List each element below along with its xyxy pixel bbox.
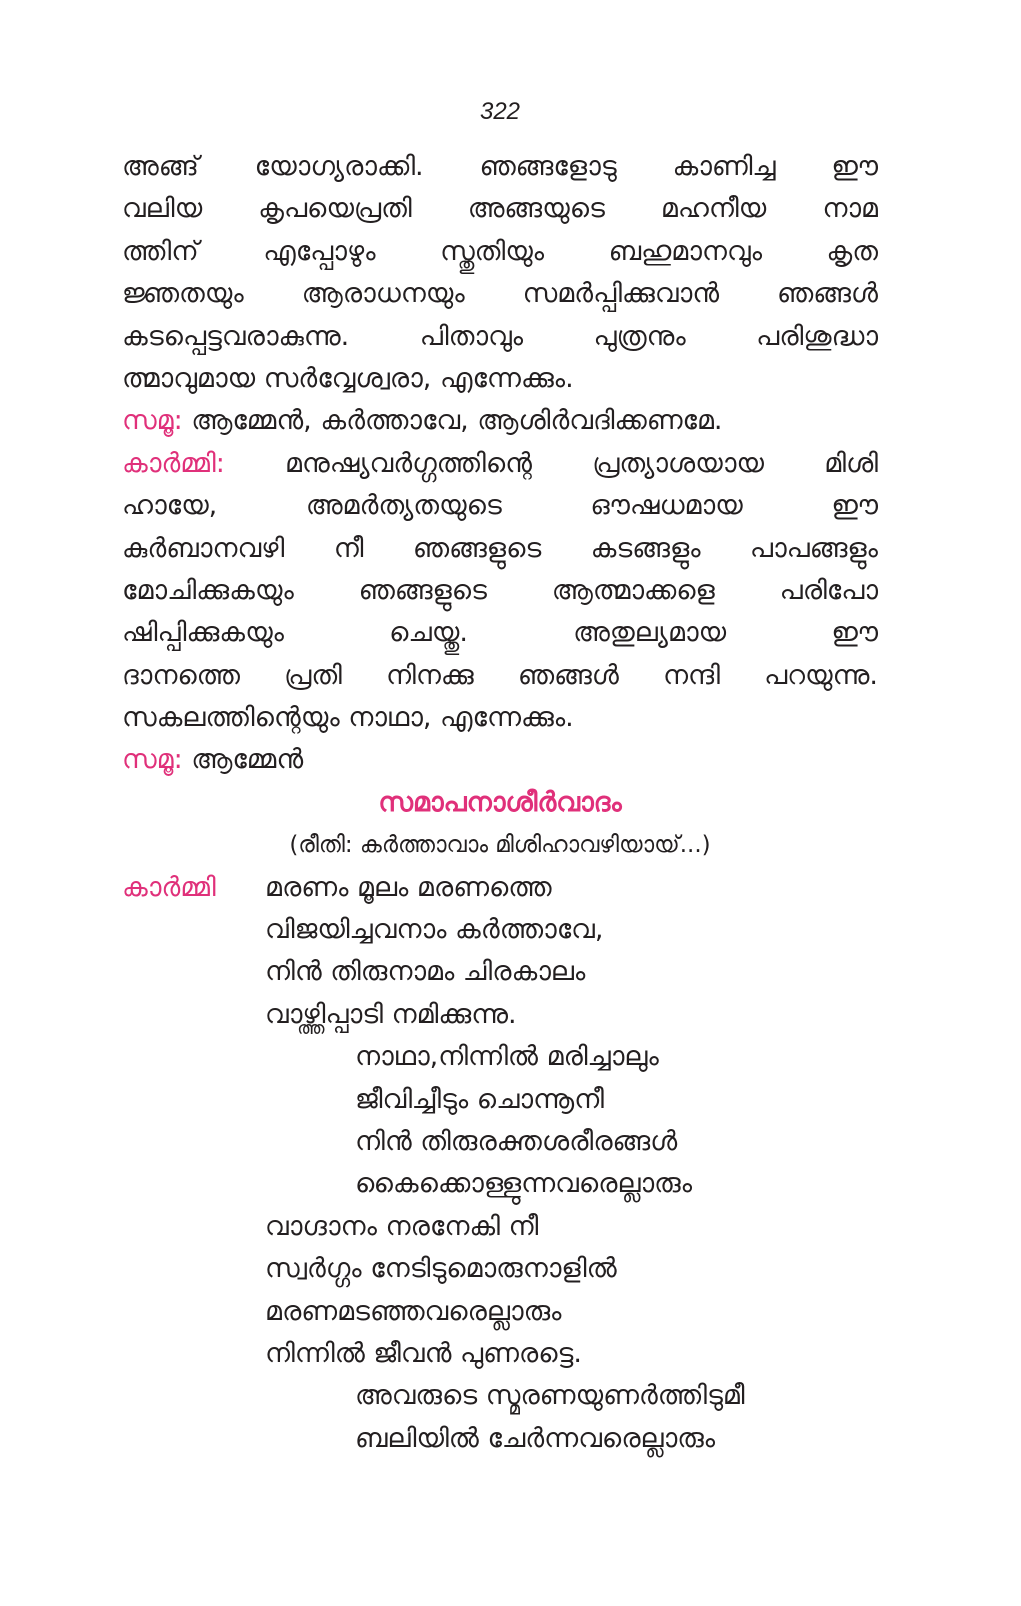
speaker-label: സമൂ: — [122, 744, 183, 776]
hymn-line — [122, 867, 878, 909]
prose-line: സകലത്തിന്റെയും നാഥാ, എന്നേക്കും. — [122, 702, 574, 734]
speaker-label: കാർമ്മി — [122, 871, 216, 903]
hymn-line: നിൻ തിരുരക്തശരീരങ്ങൾ — [355, 1125, 678, 1157]
hymn-line: വാഗ്ദാനം നരനേകി നീ — [265, 1210, 539, 1242]
hymn-line: ജീവിച്ചീടും ചൊന്നൂനീ — [355, 1083, 604, 1115]
response-line — [122, 400, 878, 442]
prose-line: ത്തിന് എപ്പോഴും സ്തുതിയും ബഹുമാനവും കൃത — [122, 235, 878, 267]
speaker-label: കാർമ്മി: — [122, 447, 225, 479]
speaker-label: സമൂ: — [122, 405, 183, 437]
prose-line: അങ്ങ് യോഗ്യരാക്കി. ഞങ്ങളോടു കാണിച്ച ഈ — [122, 151, 878, 182]
prose-line: ദാനത്തെ പ്രതി നിനക്കു ഞങ്ങൾ നന്ദി പറയുന്നു. — [122, 659, 878, 691]
hymn-line: ബലിയിൽ ചേർന്നവരെല്ലാരും — [355, 1422, 716, 1454]
hymn-line: മരണമടഞ്ഞവരെല്ലാരും — [265, 1295, 562, 1327]
hymn-line: നിൻ തിരുനാമം ചിരകാലം — [265, 956, 586, 988]
prose-line: വലിയ കൃപയെപ്രതി അങ്ങയുടെ മഹനീയ നാമ — [122, 193, 878, 225]
hymn-line: നാഥാ,നിന്നിൽ മരിച്ചാലും — [355, 1041, 659, 1073]
hymn-line: വിജയിച്ചവനാം കർത്താവേ, — [265, 914, 604, 946]
prose-line: മോചിക്കുകയും ഞങ്ങളുടെ ആത്മാക്കളെ പരിപോ — [122, 574, 878, 606]
response-line — [122, 739, 878, 781]
hymn-line: അവരുടെ സ്മരണയുണർത്തിടുമീ — [355, 1380, 745, 1412]
prose-line: ഹായേ, അമർത്യതയുടെ ഔഷധമായ ഈ — [122, 490, 878, 522]
celebrant-text: മനുഷ്യവർഗ്ഗത്തിന്റെ പ്രത്യാശയായ മിശി — [285, 447, 878, 479]
prose-line: കുർബാനവഴി നീ ഞങ്ങളുടെ കടങ്ങളും പാപങ്ങളും — [122, 532, 878, 564]
prose-line: ഷിപ്പിക്കുകയും ചെയ്തു. അതുല്യമായ ഈ — [122, 617, 878, 649]
section-title: സമാപനാശീർവാദം — [378, 786, 622, 818]
tune-note: (രീതി: കർത്താവാം മിശിഹാവഴിയായ്...) — [289, 832, 711, 859]
hymn-line: കൈക്കൊള്ളുന്നവരെല്ലാരും — [355, 1168, 693, 1200]
hymn-text: മരണം മൂലം മരണത്തെ — [265, 871, 552, 903]
response-text: ആമ്മേൻ, കർത്താവേ, ആശിർവദിക്കണമേ. — [191, 405, 723, 437]
prose-line: ത്മാവുമായ സർവ്വേശ്വരാ, എന്നേക്കും. — [122, 362, 574, 394]
celebrant-line — [122, 443, 878, 485]
response-text: ആമ്മേൻ — [191, 744, 304, 776]
hymn-line: സ്വർഗ്ഗം നേടിടുമൊരുനാളിൽ — [265, 1253, 617, 1285]
prose-line: കടപ്പെട്ടവരാകുന്നു. പിതാവും പുത്രനും പരിശുദ്ധാ — [122, 320, 878, 352]
hymn-line: നിന്നിൽ ജീവൻ പുണരട്ടെ. — [265, 1337, 582, 1369]
prose-line: ജ്ഞതയും ആരാധനയും സമർപ്പിക്കുവാൻ ഞങ്ങൾ — [122, 278, 878, 310]
page-number: 322 — [479, 98, 521, 125]
page-body — [122, 146, 878, 1460]
hymn-line: വാഴ്ത്തിപ്പാടി നമിക്കുന്നു. — [265, 998, 517, 1030]
